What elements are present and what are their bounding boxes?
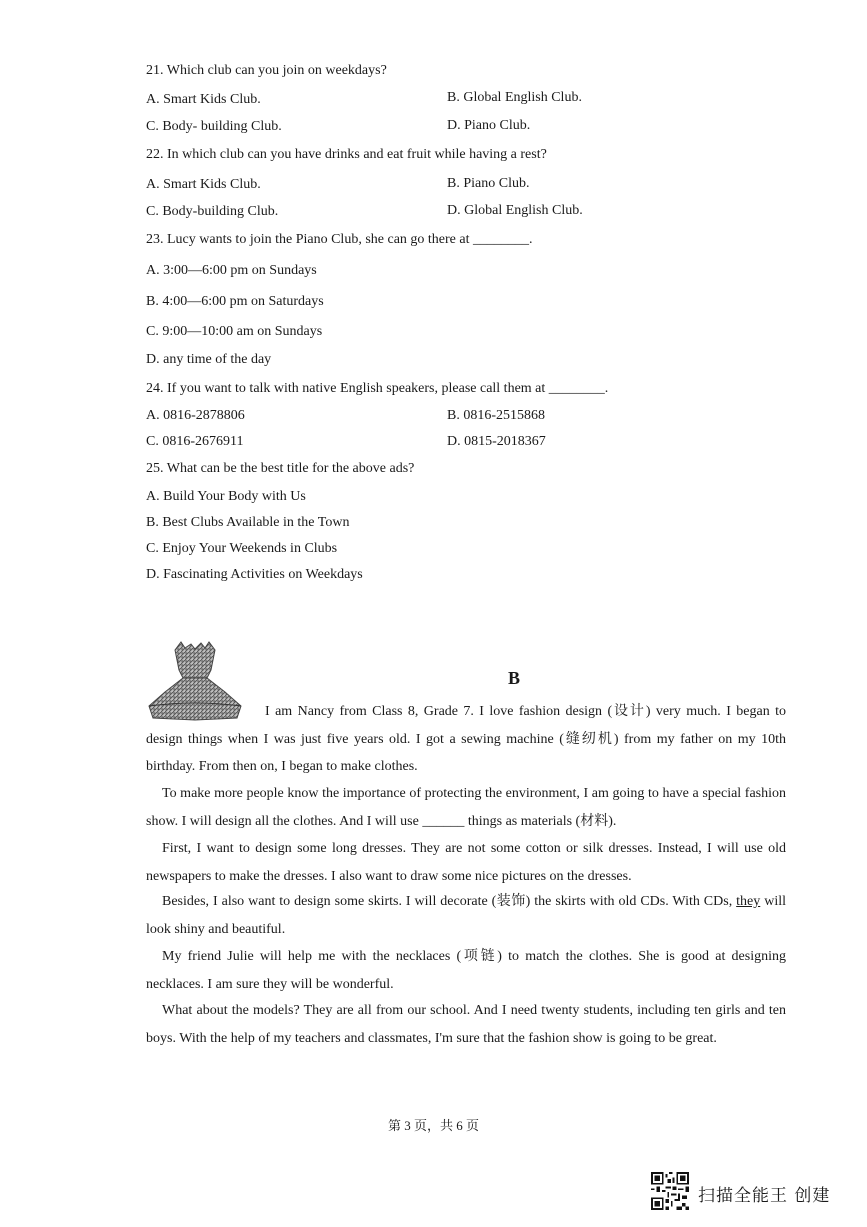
question-23-stem: 23. Lucy wants to join the Piano Club, she can go there at ________. [146,232,533,247]
question-22-stem: 22. In which club can you have drinks and eat fruit while having a rest? [146,147,547,162]
paragraph-4-text-a: Besides, I also want to design some skirts. I will decorate (装饰) the skirts with old CDs. With CDs, [162,894,733,909]
question-25-option-b: B. Best Clubs Available in the Town [146,515,350,530]
question-23-option-d: D. any time of the day [146,352,272,367]
paragraph-2 [146,780,786,835]
paragraph-2-text-b: things as materials (材料). [467,813,617,829]
page-number-footer: 第 3 页，共 6 页 [387,1118,479,1133]
paragraph-4-text-b: will look shiny and beautiful. [146,894,786,937]
question-21-option-a: A. Smart Kids Club. [146,92,261,107]
paragraph-4 [146,888,786,943]
question-25-stem: 25. What can be the best title for the above ads? [146,461,415,476]
question-21-option-d: D. Piano Club. [447,118,531,133]
question-21-option-b: B. Global English Club. [447,90,582,105]
paragraph-4-underlined-word: they [736,894,761,909]
question-23-option-a: A. 3:00—6:00 pm on Sundays [146,263,317,278]
question-23-option-b: B. 4:00—6:00 pm on Saturdays [146,294,324,309]
scanner-watermark: 扫描全能王 创建 [698,1186,831,1206]
question-22-option-b: B. Piano Club. [447,176,530,191]
paragraph-2-blank: ______ [422,813,465,829]
question-22-option-a: A. Smart Kids Club. [146,177,261,192]
paragraph-3: First, I want to design some long dresses. They are not some cotton or silk dresses. Instead, I will use old newspapers to make the dresses. I also want to draw some nice pictures on the dresses. [146,841,786,884]
question-25-option-d: D. Fascinating Activities on Weekdays [146,567,363,582]
paragraph-2-text-a: To make more people know the importance of protecting the environment, I am going to have a special fashion show. I will design all the clothes. And I will use [146,786,786,829]
question-24-option-c: C. 0816-2676911 [146,434,244,449]
paragraph-1: I am Nancy from Class 8, Grade 7. I love fashion design (设计) very much. I began to design things when I was just five years old. I got a sewing machine (缝纫机) from my father on my 10th birthday. From then on, I began to make clothes. [146,704,786,774]
question-23-option-c: C. 9:00—10:00 am on Sundays [146,324,323,339]
question-24-option-d: D. 0815-2018367 [447,434,546,449]
qr-code-icon [651,1172,689,1210]
question-22-option-c: C. Body-building Club. [146,204,279,219]
question-24-option-b: B. 0816-2515868 [447,408,545,423]
question-21-option-c: C. Body- building Club. [146,119,282,134]
question-24-stem: 24. If you want to talk with native English speakers, please call them at ________. [146,381,609,396]
section-b-title: B [508,668,521,688]
question-25-option-c: C. Enjoy Your Weekends in Clubs [146,541,338,556]
paragraph-5: My friend Julie will help me with the necklaces (项链) to match the clothes. She is good at designing necklaces. I am sure they will be wonderful. [146,949,786,992]
paragraph-6: What about the models? They are all from our school. And I need twenty students, including ten girls and ten boys. With the help of my teachers and classmates, I'm sure that the fashion show is going to be great. [146,1003,786,1046]
question-21-stem: 21. Which club can you join on weekdays? [146,63,387,78]
question-22-option-d: D. Global English Club. [447,203,583,218]
question-25-option-a: A. Build Your Body with Us [146,489,306,504]
question-24-option-a: A. 0816-2878806 [146,408,245,423]
